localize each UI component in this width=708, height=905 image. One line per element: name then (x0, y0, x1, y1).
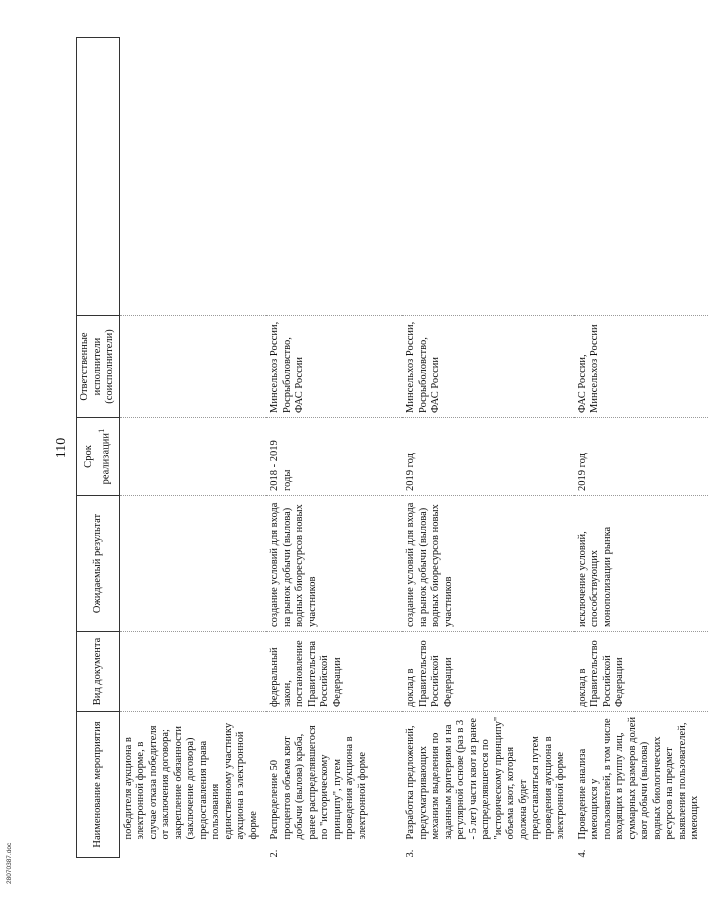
measure-name-cell (574, 712, 708, 858)
measure-name-text: Разработка предложений, предусматривающих механизм выделения по заданным критериям и на регулярной основе (раз в 3 - 5 лет) части квот из ранее распределявшегося по "историческому принципу" объема квот, которая должна будет предоставляться путем проведения аукциона в электронной форме (405, 716, 566, 840)
deadline-cell (119, 418, 266, 496)
table-row (574, 38, 708, 858)
doc-type-cell: доклад в Правительство Российской Федерации (574, 632, 708, 712)
header-deadline-label: Срок реализации (82, 433, 112, 485)
deadline-cell: 2019 год (402, 418, 574, 496)
executors-cell (119, 316, 266, 418)
measure-name-text: Распределение 50 процентов объема квот добычи (вылова) краба, ранее распределявшегося по "историческому принципу", путем проведения аукциона в электронной форме (269, 725, 368, 840)
row-number: 2. (269, 849, 280, 858)
row-number (123, 840, 261, 858)
header-empty (77, 38, 120, 316)
doc-type-cell (119, 632, 266, 712)
executors-cell: ФАС России, Минсельхоз России (574, 316, 708, 418)
executors-cell: Минсельхоз России, Росрыболовство, ФАС России (266, 316, 402, 418)
expected-result-cell: исключение условий, способствующих монополизации рынка (574, 496, 708, 632)
row-number: 4. (576, 849, 588, 858)
header-deadline (77, 418, 120, 496)
measure-name-text: победителя аукциона в электронной форме, в случае отказа победителя от заключения договора; закрепление обязанности (заключение договора) предоставления права пользования единственному участнику аукциона в электронной форме (122, 722, 259, 840)
table-row (402, 38, 574, 858)
table-row (119, 38, 266, 858)
footer-doc-code: 28070387.doc (6, 842, 13, 884)
executors-cell: Минсельхоз России, Росрыболовство, ФАС России (402, 316, 574, 418)
measures-table (76, 37, 708, 858)
empty-cell (402, 38, 574, 316)
measure-name-cell (266, 712, 402, 858)
measure-name-text: Проведение анализа имеющихся у пользователей, в том числе входящих в группу лиц, суммарных размеров долей квот добычи (вылова) водных биологических ресурсов на предмет выявления пользователей, имеющих (576, 716, 700, 840)
expected-result-cell (119, 496, 266, 632)
row-number: 3. (405, 849, 416, 858)
table-row (266, 38, 402, 858)
empty-cell (119, 38, 266, 316)
header-executors: Ответственные исполнители (соисполнители) (77, 316, 120, 418)
header-measure-name: Наименование мероприятия (77, 712, 120, 858)
expected-result-cell: создание условий для входа на рынок добычи (вылова) водных биоресурсов новых участников (402, 496, 574, 632)
header-deadline-footnote: 1 (96, 428, 106, 434)
landscape-page (54, 38, 700, 858)
empty-cell (574, 38, 708, 316)
deadline-cell: 2019 год (574, 418, 708, 496)
empty-cell (266, 38, 402, 316)
doc-type-cell: доклад в Правительство Российской Федерации (402, 632, 574, 712)
deadline-cell: 2018 - 2019 годы (266, 418, 402, 496)
measure-name-cell (119, 712, 266, 858)
doc-type-cell: федеральный закон, постановление Правительства Российской Федерации (266, 632, 402, 712)
expected-result-cell: создание условий для входа на рынок добычи (вылова) водных биоресурсов новых участников (266, 496, 402, 632)
table-header-row (77, 38, 120, 858)
header-expected-result: Ожидаемый результат (77, 496, 120, 632)
header-doc-type: Вид документа (77, 632, 120, 712)
measure-name-cell (402, 712, 574, 858)
page-number: 110 (54, 437, 69, 459)
